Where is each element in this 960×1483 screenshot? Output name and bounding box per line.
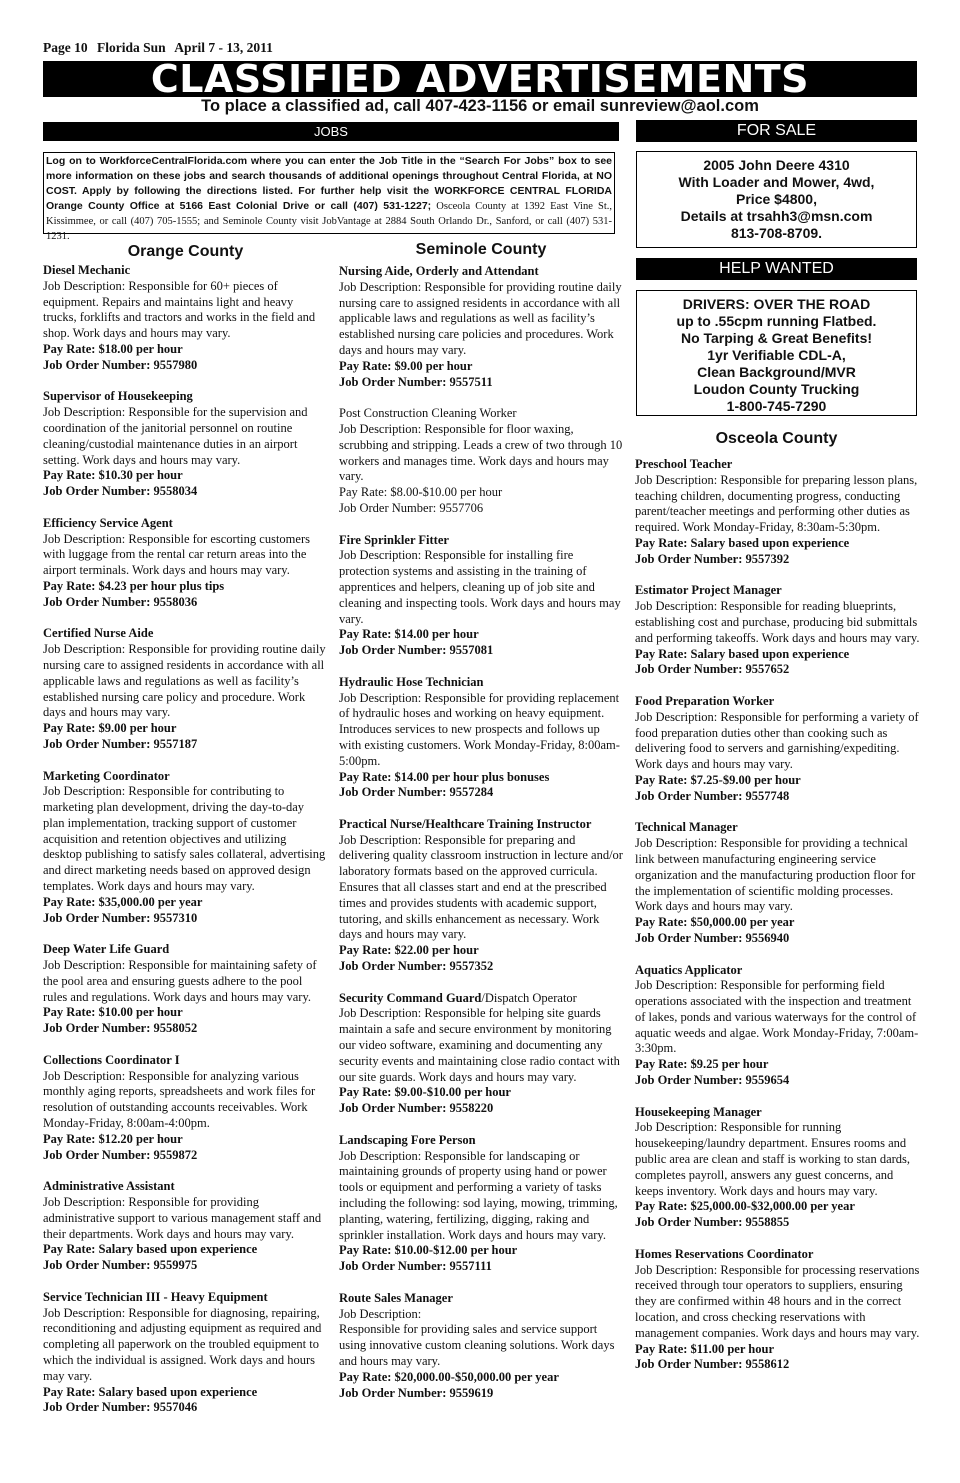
pay-rate: Pay Rate: $35,000.00 per year <box>43 894 203 909</box>
job-listing <box>43 1179 328 1274</box>
job-listing <box>43 389 328 500</box>
ad-line: 813-708-8709. <box>730 225 823 241</box>
notice-part-1: Log on to WorkforceCentralFlorida.com where you can enter the Job Title in the “Search For Jobs” box to see more information on these jobs and search thousands of additional openings throughout Central Florida, at NO COST. Apply by following the directions listed. For further help visit the WORKFORCE CENTRAL FLORIDA Orange County Office at 5166 East Colonial Drive or call (407) 531-1227; <box>46 155 612 212</box>
job-title <box>635 694 920 710</box>
job-title <box>339 1133 623 1149</box>
job-listing <box>339 1291 623 1402</box>
job-order-number: Job Order Number: 9557187 <box>43 736 198 751</box>
job-listing <box>635 1105 920 1231</box>
job-listing <box>43 516 328 611</box>
job-description: Job Description: Responsible for running housekeeping/laundry department. Ensures rooms and public area are clean and staff is working to stan dards, completes payroll, answers any guest concerns, and keeps inventory. Work days and hours may vary. <box>635 1120 911 1198</box>
job-title <box>635 963 920 979</box>
job-description: Job Description: Responsible for landscaping or maintaining grounds of property using hand or power tools or equipment and performing a variety of tasks including the following: sod laying, mowing, trimming, planting, watering, fertilizing, digging, raking and sprinkler installation. Work days and hours may vary. <box>339 1148 618 1242</box>
job-title-text: Administrative Assistant <box>43 1179 175 1194</box>
seminole-county-listings <box>339 264 623 1417</box>
osceola-county-listings <box>635 457 920 1389</box>
pay-rate: Pay Rate: $10.00 per hour <box>43 1005 183 1020</box>
job-description: Job Description: Responsible for providing a technical link between manufacturing engineering service organization and the manufacturing production floor for the implementation of scientific molding processes. Work days and hours may vary. <box>635 836 916 914</box>
job-title-text: Route Sales Manager <box>339 1290 453 1305</box>
classified-banner: CLASSIFIED ADVERTISEMENTS <box>43 61 917 97</box>
job-description: Job Description: Responsible for preparing and delivering quality classroom instruction in lecture and/or laboratory formats based on the approved curricula. Ensures that all classes start and end at the prescribed times and provides students with academic support, tutoring, and skills enhancement as necessary. Work days and hours may vary. <box>339 832 623 942</box>
job-description: Job Description: Responsible for reading blueprints, establishing cost and purchase, producing bid submittals and performing takeoffs. Work days and hours may vary. <box>635 599 920 645</box>
job-listing <box>635 963 920 1089</box>
ad-line: Clean Background/MVR <box>697 364 856 380</box>
job-listing <box>43 1290 328 1416</box>
job-title-text: Food Preparation Worker <box>635 693 775 708</box>
job-order-number: Job Order Number: 9558052 <box>43 1021 198 1036</box>
ad-line: 1yr Verifiable CDL-A, <box>707 347 846 363</box>
job-order-number: Job Order Number: 9558220 <box>339 1101 494 1116</box>
job-title-text: Efficiency Service Agent <box>43 515 173 530</box>
job-title <box>635 583 920 599</box>
page-header <box>43 40 279 56</box>
job-listing <box>339 406 623 517</box>
workforce-notice <box>43 152 615 242</box>
job-order-number: Job Order Number: 9557392 <box>635 551 790 566</box>
job-description: Job Description: Responsible for preparing lesson plans, teaching children, documenting progress, conducting parent/teacher meetings and performing other duties as required. Work Monday-Friday, 8:30am-5:30pm. <box>635 472 918 535</box>
ad-line: 2005 John Deere 4310 <box>703 157 850 173</box>
job-title <box>339 264 623 280</box>
job-title-text: Marketing Coordinator <box>43 768 170 783</box>
job-order-number: Job Order Number: 9557081 <box>339 643 494 658</box>
job-description: Job Description: Responsible for diagnosing, repairing, reconditioning and adjusting equipment as required and completing all paperwork on the troubled equipment to which the individual is assigned. Work days and hours may vary. <box>43 1305 322 1383</box>
job-order-number: Job Order Number: 9557284 <box>339 785 494 800</box>
job-title <box>339 817 623 833</box>
job-listing <box>339 675 623 801</box>
job-description: Job Description: Responsible for floor waxing, scrubbing and stripping. Leads a crew of two through 10 workers and manages time. Work days and hours may vary. <box>339 421 623 484</box>
for-sale-ad <box>636 151 917 248</box>
ad-line: No Tarping & Great Benefits! <box>680 330 873 346</box>
job-title <box>43 1290 328 1306</box>
job-description: Job Description: Responsible for providing routine daily nursing care to assigned residents in accordance with all applicable laws and regulations as well as facility’s established nursing care policies and procedures. Work days and hours may vary. <box>339 279 622 357</box>
job-title <box>635 820 920 836</box>
job-description: Job Description: Responsible for processing reservations received through tour operators to suppliers, ensuring they are confirmed within 48 hours and in the correct location, and cross checking reservations with management companies. Work days and hours may vary. <box>635 1262 920 1340</box>
job-title-text: Certified Nurse Aide <box>43 626 154 641</box>
job-title <box>635 1105 920 1121</box>
pay-rate: Pay Rate: $11.00 per hour <box>635 1341 774 1356</box>
job-title-extra: /Dispatch Operator <box>481 990 577 1005</box>
pay-rate: Pay Rate: $9.00 per hour <box>43 721 177 736</box>
job-title-text: Collections Coordinator I <box>43 1052 180 1067</box>
job-order-number: Job Order Number: 9557511 <box>339 374 493 389</box>
pay-rate: Pay Rate: $9.00-$10.00 per hour <box>339 1085 511 1100</box>
job-title <box>43 389 328 405</box>
job-listing <box>635 1247 920 1373</box>
job-order-number: Job Order Number: 9557111 <box>339 1259 492 1274</box>
job-order-number: Job Order Number: 9559975 <box>43 1258 198 1273</box>
job-listing <box>635 820 920 946</box>
job-description: Job Description: Responsible for helping site guards maintain a safe and secure environment by monitoring our video software, examining and documenting any security events and maintaining close radio contact with our site guards. Work days and hours may vary. <box>339 1006 620 1084</box>
job-listing <box>635 583 920 678</box>
job-order-number: Job Order Number: 9557046 <box>43 1400 198 1415</box>
pay-rate: Pay Rate: $22.00 per hour <box>339 943 479 958</box>
job-order-number: Job Order Number: 9559654 <box>635 1073 790 1088</box>
job-title <box>43 263 328 279</box>
job-order-number: Job Order Number: 9558036 <box>43 594 198 609</box>
help-wanted-section-bar: HELP WANTED <box>636 258 917 280</box>
notice-part-2: Osceola County at 1392 East Vine St., Kissimmee, or call (407) 705-1555; and Seminole County visit JobVantage at 2884 South Orlando Dr., Sanford, or call (407) 531-1231. <box>46 201 613 242</box>
job-title-text: Nursing Aide, Orderly and Attendant <box>339 264 539 278</box>
job-order-number: Job Order Number: 9557352 <box>339 959 494 974</box>
pay-rate: Pay Rate: $25,000.00-$32,000.00 per year <box>635 1199 855 1214</box>
job-order-number: Job Order Number: 9559872 <box>43 1147 198 1162</box>
page-number: Page 10 <box>43 40 88 55</box>
pay-rate: Pay Rate: Salary based upon experience <box>635 646 850 661</box>
job-title <box>339 406 623 422</box>
job-title <box>43 769 328 785</box>
job-order-number: Job Order Number: 9558855 <box>635 1215 790 1230</box>
job-title-text: Technical Manager <box>635 820 738 835</box>
job-title-text: Homes Reservations Coordinator <box>635 1246 814 1261</box>
job-title <box>43 1179 328 1195</box>
job-description: Job Description: Responsible for maintaining safety of the pool area and ensuring guests adhere to the pool rules and regulations. Work days and hours may vary. <box>43 958 317 1004</box>
job-description: Job Description: Responsible for analyzing various monthly aging reports, spreadsheets and work files for resolution of outstanding accounts receivables. Work Monday-Friday, 8:00am-4:00pm. <box>43 1068 316 1131</box>
job-description: Job Description: Responsible for performing a variety of food preparation duties other than cooking such as delivering food to servers and garnishing/expediting. Work days and hours may vary. <box>635 709 919 772</box>
pay-rate: Pay Rate: $9.25 per hour <box>635 1057 769 1072</box>
job-description: Job Description: Responsible for the supervision and coordination of the janitorial personnel on routine cleaning/custodial maintenance duties in an airport setting. Work days and hours may vary. <box>43 405 308 467</box>
job-order-number: Job Order Number: 9558612 <box>635 1357 790 1372</box>
pay-rate: Pay Rate: $18.00 per hour <box>43 341 183 356</box>
job-listing <box>43 263 328 374</box>
job-listing <box>43 942 328 1037</box>
job-title-text: Estimator Project Manager <box>635 583 782 598</box>
job-order-number: Job Order Number: 9557652 <box>635 662 790 677</box>
job-listing <box>339 817 623 975</box>
ad-line: Details at trsahh3@msn.com <box>680 208 873 224</box>
job-listing <box>635 457 920 568</box>
pay-rate: Pay Rate: $50,000.00 per year <box>635 915 795 930</box>
job-order-number: Job Order Number: 9558034 <box>43 484 198 499</box>
job-listing <box>339 533 623 659</box>
job-listing <box>635 694 920 805</box>
job-title-text: Deep Water Life Guard <box>43 942 170 957</box>
job-description: Responsible for providing sales and service support using innovative custom cleaning solutions. Work days and hours may vary. <box>339 1322 615 1368</box>
pay-rate: Pay Rate: $8.00-$10.00 per hour <box>339 485 503 500</box>
job-title <box>339 675 623 691</box>
ad-line: DRIVERS: OVER THE ROAD <box>682 296 871 312</box>
job-title-text: Supervisor of Housekeeping <box>43 389 193 404</box>
ad-line: Price $4800, <box>736 191 817 207</box>
ad-line: Loudon County Trucking <box>693 381 860 397</box>
job-title <box>339 533 623 549</box>
job-order-number: Job Order Number: 9557310 <box>43 910 198 925</box>
ad-line: up to .55cpm running Flatbed. <box>676 313 877 329</box>
ad-line: 1-800-745-7290 <box>726 398 827 414</box>
job-listing <box>339 264 623 390</box>
ad-line: With Loader and Mower, 4wd, <box>678 174 875 190</box>
job-description: Job Description: Responsible for providing routine daily nursing care to assigned residents in accordance with all applicable laws and regulations as well as facility’s established nursing care policy and procedure. Work days and hours may vary. <box>43 642 326 720</box>
pay-rate: Pay Rate: $9.00 per hour <box>339 358 473 373</box>
job-title <box>43 1053 328 1069</box>
orange-county-heading: Orange County <box>127 243 244 260</box>
job-description-label: Job Description: <box>339 1306 422 1321</box>
job-title-text: Hydraulic Hose Technician <box>339 674 484 689</box>
paper-name: Florida Sun <box>97 40 166 55</box>
placement-instructions: To place a classified ad, call 407-423-1156 or email sunreview@aol.com <box>201 97 759 115</box>
job-title <box>43 942 328 958</box>
pay-rate: Pay Rate: $4.23 per hour plus tips <box>43 578 225 593</box>
osceola-county-heading: Osceola County <box>715 430 838 447</box>
job-title-text: Landscaping Fore Person <box>339 1132 476 1147</box>
pay-rate: Pay Rate: Salary based upon experience <box>43 1384 258 1399</box>
job-order-number: Job Order Number: 9559619 <box>339 1385 494 1400</box>
job-listing <box>43 626 328 752</box>
job-order-number: Job Order Number: 9557748 <box>635 788 790 803</box>
pay-rate: Pay Rate: $7.25-$9.00 per hour <box>635 772 801 787</box>
help-wanted-ad <box>636 290 917 416</box>
seminole-county-heading: Seminole County <box>415 241 547 258</box>
job-order-number: Job Order Number: 9557980 <box>43 357 198 372</box>
job-title-text: Post Construction Cleaning Worker <box>339 406 517 421</box>
job-description: Job Description: Responsible for performing field operations associated with the inspection and treatment of lakes, ponds and various waterways for the control of aquatic weeds and algae. Work Monday-Friday, 7:00am-3:30pm. <box>635 978 919 1056</box>
job-title-text: Aquatics Applicator <box>635 962 743 977</box>
job-description: Job Description: Responsible for escorting customers with luggage from the rental car return areas into the airport terminals. Work days and hours may vary. <box>43 531 310 578</box>
job-title-text: Preschool Teacher <box>635 457 733 471</box>
pay-rate: Pay Rate: $14.00 per hour <box>339 627 479 642</box>
job-title <box>339 991 623 1007</box>
job-listing <box>43 1053 328 1164</box>
job-order-number: Job Order Number: 9556940 <box>635 930 790 945</box>
job-description: Job Description: Responsible for 60+ pieces of equipment. Repairs and maintains light and heavy trucks, forklifts and tractors and works in the field and shop. Work days and hours may vary. <box>43 278 316 341</box>
job-title-text: Security Command Guard <box>339 990 482 1005</box>
job-title <box>43 626 328 642</box>
orange-county-listings <box>43 263 328 1432</box>
job-description: Job Description: Responsible for contributing to marketing plan development, driving the day-to-day plan implementation, tracking support of customer acquisition and retention objectives and utilizing desktop publishing to satisfy sales collateral, advertising and direct marketing needs based on approved design templates. Work days and hours may vary. <box>43 784 326 894</box>
job-title-text: Diesel Mechanic <box>43 263 131 277</box>
job-title-text: Practical Nurse/Healthcare Training Instructor <box>339 816 592 831</box>
pay-rate: Pay Rate: Salary based upon experience <box>635 535 850 550</box>
job-order-number: Job Order Number: 9557706 <box>339 500 484 515</box>
pay-rate: Pay Rate: $14.00 per hour plus bonuses <box>339 769 550 784</box>
job-title <box>43 516 328 532</box>
job-title <box>635 457 920 473</box>
pay-rate: Pay Rate: $20,000.00-$50,000.00 per year <box>339 1369 559 1384</box>
job-title <box>339 1291 623 1307</box>
pay-rate: Pay Rate: $10.30 per hour <box>43 468 183 483</box>
jobs-section-bar: JOBS <box>43 122 619 141</box>
issue-dates: April 7 - 13, 2011 <box>174 40 273 55</box>
pay-rate: Pay Rate: Salary based upon experience <box>43 1242 258 1257</box>
job-title-text: Fire Sprinkler Fitter <box>339 532 449 547</box>
pay-rate: Pay Rate: $12.20 per hour <box>43 1131 183 1146</box>
job-title <box>635 1247 920 1263</box>
job-description: Job Description: Responsible for providing administrative support to various management staff and their departments. Work days and hours may vary. <box>43 1195 322 1241</box>
job-title-text: Housekeeping Manager <box>635 1104 762 1119</box>
job-description: Job Description: Responsible for installing fire protection systems and assisting in the training of apprentices and helpers, cleaning up of job site and cleaning and inspecting tools. Work days and hours may vary. <box>339 548 621 626</box>
job-listing <box>339 1133 623 1275</box>
job-title-text: Service Technician III - Heavy Equipment <box>43 1289 268 1304</box>
for-sale-section-bar: FOR SALE <box>636 120 917 142</box>
pay-rate: Pay Rate: $10.00-$12.00 per hour <box>339 1243 518 1258</box>
job-listing <box>339 991 623 1117</box>
job-description: Job Description: Responsible for providing replacement of hydraulic hoses and working on heavy equipment. Introduces services to new prospects and follows up with existing customers. Work Monday-Friday, 8:00am-5:00pm. <box>339 690 620 768</box>
job-listing <box>43 769 328 927</box>
